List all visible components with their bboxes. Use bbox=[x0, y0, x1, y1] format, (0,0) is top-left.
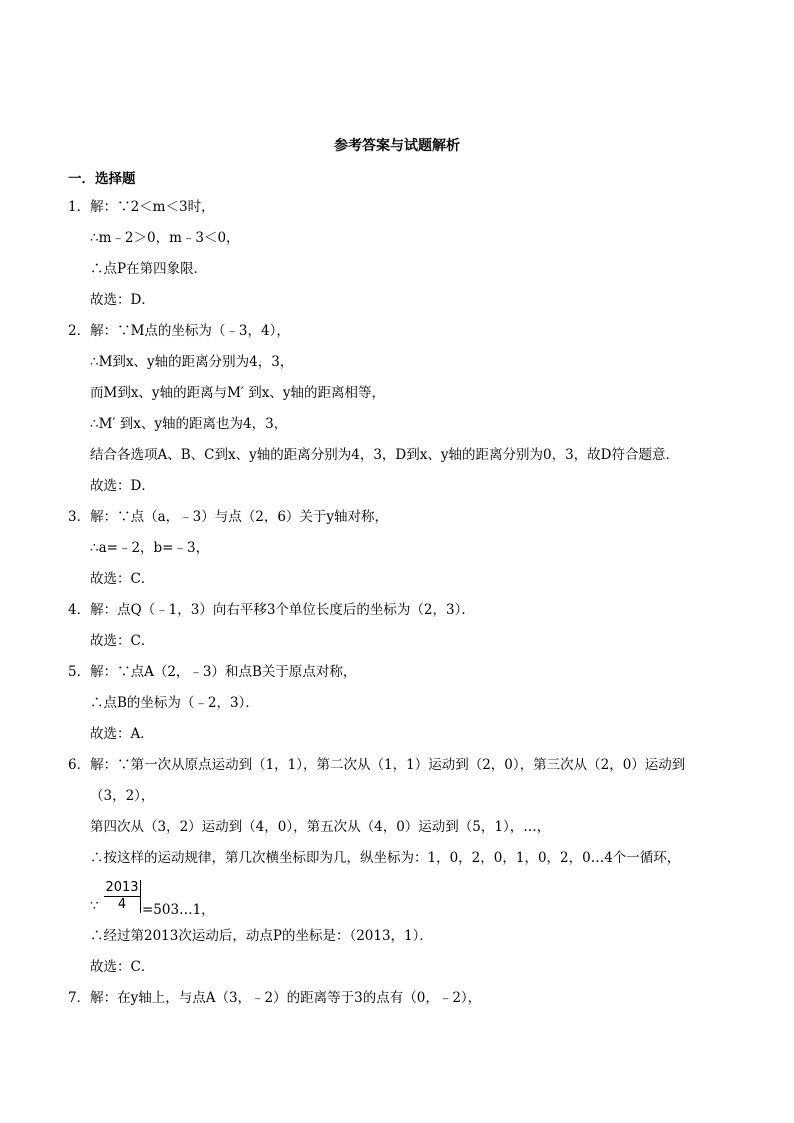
fraction-numerator: 2013 bbox=[105, 880, 139, 895]
fraction-denominator: 4 bbox=[117, 897, 127, 912]
fraction-result: =503…1， bbox=[142, 902, 215, 918]
answer-2-line-3: 而M到x、y轴的距离与M′ 到x、y轴的距离相等， bbox=[90, 385, 385, 401]
answer-6-line-5: ∴经过第2013次运动后，动点P的坐标是：（2013，1）． bbox=[90, 928, 433, 944]
answer-1-line-1: 1．解：∵2＜m＜3时， bbox=[68, 199, 215, 215]
answer-5-choice: 故选：A． bbox=[90, 726, 154, 742]
answer-1-line-3: ∴点P在第四象限． bbox=[90, 261, 208, 277]
answer-2-line-2: ∴M到x、y轴的距离分别为4，3， bbox=[90, 354, 294, 370]
answer-7-line-1: 7．解：在y轴上，与点A（3，﹣2）的距离等于3的点有（0，﹣2）， bbox=[68, 990, 482, 1006]
answer-3-line-1: 3．解：∵点（a，﹣3）与点（2，6）关于y轴对称， bbox=[68, 509, 389, 525]
answer-2-line-1: 2．解：∵M点的坐标为（﹣3，4）， bbox=[68, 323, 290, 339]
page-title: 参考答案与试题解析 bbox=[334, 138, 460, 154]
because-symbol: ∵ bbox=[90, 898, 99, 914]
answer-2-choice: 故选：D． bbox=[90, 478, 155, 494]
answer-2-line-5: 结合各选项A、B、C到x、y轴的距离分别为4，3，D到x、y轴的距离分别为0，3，故D符合题意． bbox=[90, 447, 679, 463]
answer-1-choice: 故选：D． bbox=[90, 292, 155, 308]
answer-5-line-2: ∴点B的坐标为（﹣2，3）． bbox=[90, 695, 259, 711]
answer-6-line-4: ∴按这样的运动规律，第几次横坐标即为几，纵坐标为：1，0，2，0，1，0，2，0…4个一循环， bbox=[90, 850, 681, 866]
answer-6-choice: 故选：C． bbox=[90, 959, 155, 975]
answer-3-choice: 故选：C． bbox=[90, 571, 155, 587]
section-heading: 一．选择题 bbox=[68, 171, 136, 187]
answer-3-line-2: ∴a=﹣2，b=﹣3， bbox=[90, 540, 210, 556]
answer-6-line-1: 6．解：∵第一次从原点运动到（1，1），第二次从（1，1）运动到（2，0），第三次从（2，0）运动到 bbox=[68, 757, 686, 773]
answer-4-choice: 故选：C． bbox=[90, 633, 155, 649]
answer-2-line-4: ∴M′ 到x、y轴的距离也为4，3， bbox=[90, 416, 288, 432]
answer-6-line-2: （3，2）， bbox=[90, 788, 155, 804]
answer-1-line-2: ∴m﹣2＞0，m﹣3＜0， bbox=[90, 230, 240, 246]
answer-6-line-3: 第四次从（3，2）运动到（4，0），第五次从（4，0）运动到（5，1），…， bbox=[90, 819, 551, 835]
answer-4-line-1: 4．解：点Q（﹣1，3）向右平移3个单位长度后的坐标为（2，3）． bbox=[68, 602, 475, 618]
answer-5-line-1: 5．解：∵点A（2，﹣3）和点B关于原点对称， bbox=[68, 664, 357, 680]
